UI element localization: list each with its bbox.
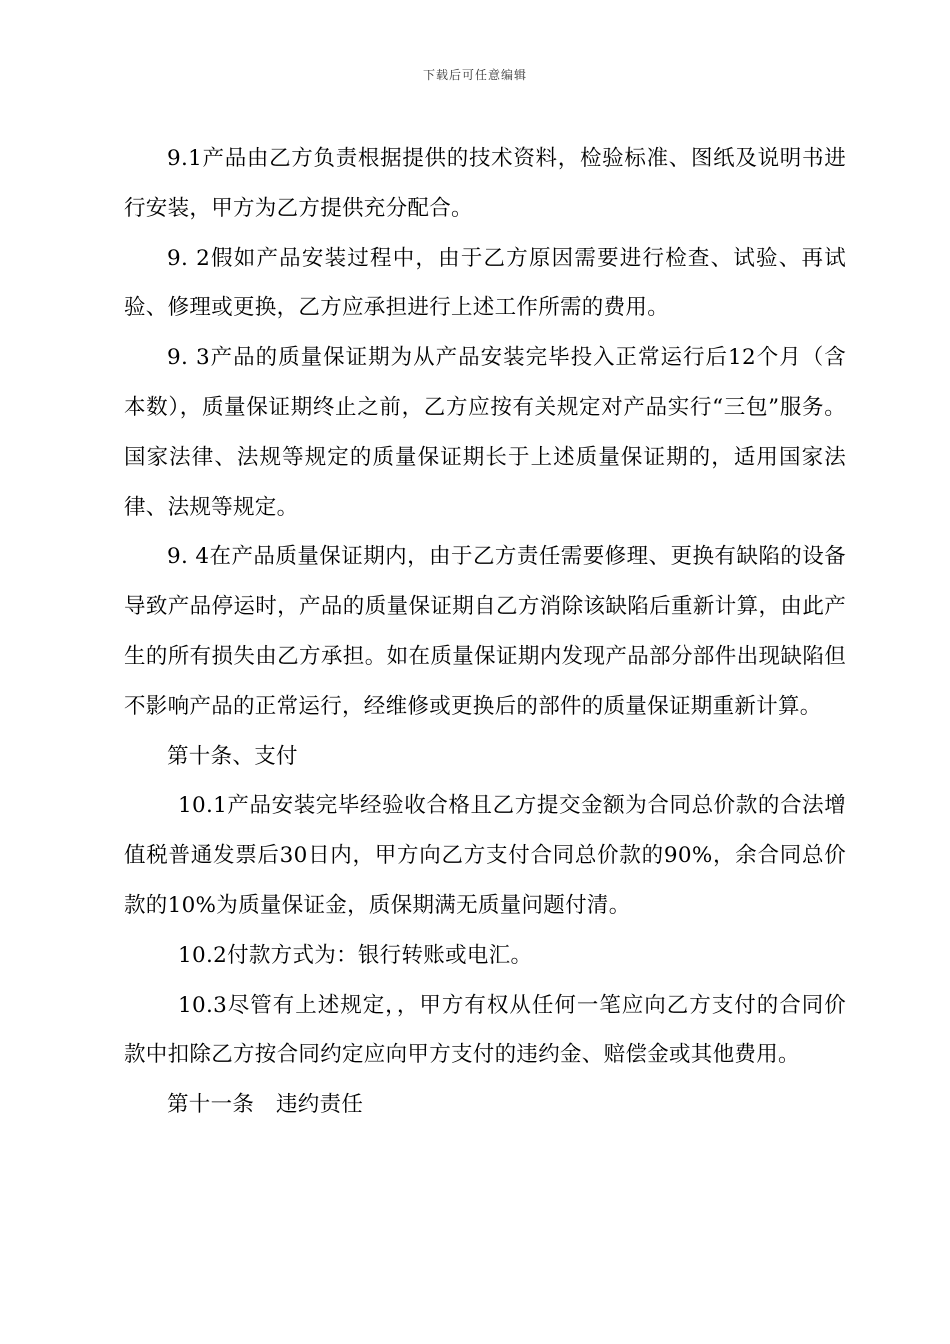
- clause-10-1: 10.1产品安装完毕经验收合格且乙方提交金额为合同总价款的合法增值税普通发票后30日内，甲方向乙方支付合同总价款的90%，余合同总价款的10%为质量保证金，质保期满无质量问题付清。: [124, 793, 846, 918]
- article-11-heading: 第十一条 违约责任: [167, 1092, 364, 1118]
- clause-10-3: 10.3尽管有上述规定，，甲方有权从任何一笔应向乙方支付的合同价款中扣除乙方按合同约定应向甲方支付的违约金、赔偿金或其他费用。: [124, 992, 846, 1068]
- clause-9-1: 9.1产品由乙方负责根据提供的技术资料，检验标准、图纸及说明书进行安装，甲方为乙方提供充分配合。: [124, 146, 846, 221]
- clause-9-3: 9. 3产品的质量保证期为从产品安装完毕投入正常运行后12个月（含本数），质量保证期终止之前，乙方应按有关规定对产品实行“三包”服务。国家法律、法规等规定的质量保证期长于上述质量保证期的，适用国家法律、法规等规定。: [124, 345, 846, 520]
- document-body: [124, 134, 846, 1130]
- clause-9-4: 9. 4在产品质量保证期内，由于乙方责任需要修理、更换有缺陷的设备导致产品停运时，产品的质量保证期自乙方消除该缺陷后重新计算，由此产生的所有损失由乙方承担。如在质量保证期内发现产品部分部件出现缺陷但不影响产品的正常运行，经维修或更换后的部件的质量保证期重新计算。: [124, 544, 846, 719]
- clause-10-2: 10.2付款方式为：银行转账或电汇。: [178, 942, 533, 968]
- page-header: 下载后可任意编辑: [422, 68, 527, 82]
- clause-9-2: 9. 2假如产品安装过程中，由于乙方原因需要进行检查、试验、再试验、修理或更换，乙方应承担进行上述工作所需的费用。: [124, 245, 846, 321]
- article-10-heading: 第十条、支付: [167, 743, 298, 769]
